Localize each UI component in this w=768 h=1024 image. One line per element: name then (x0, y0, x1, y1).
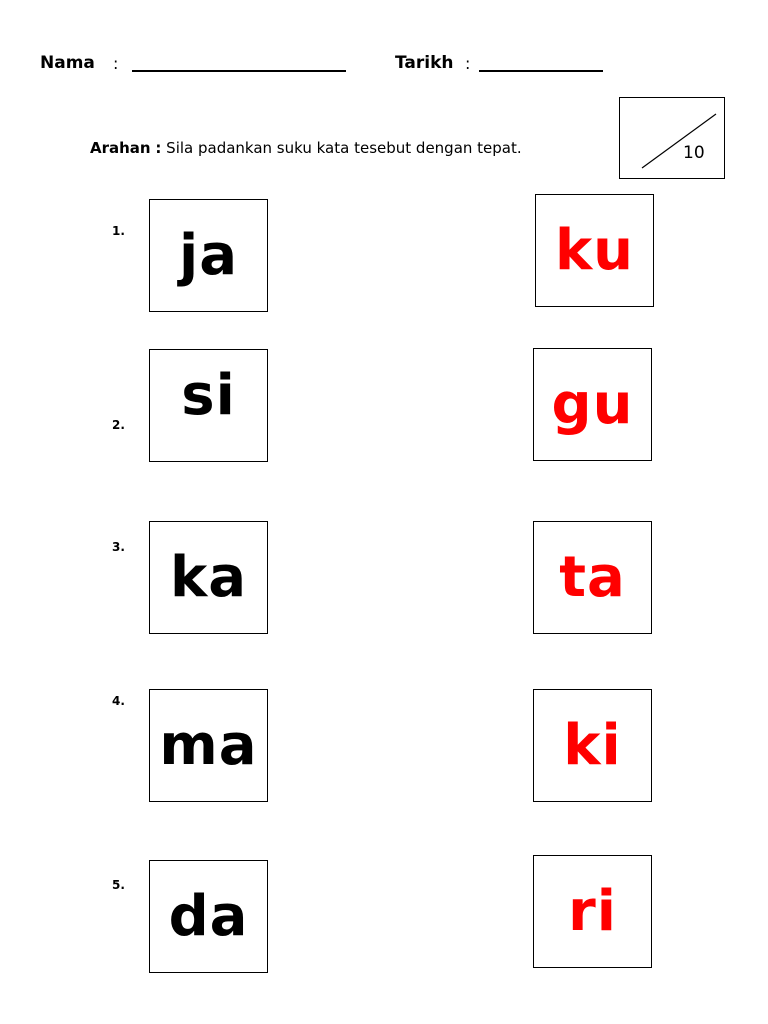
instruction-label: Arahan (90, 139, 151, 157)
score-total: 10 (683, 143, 705, 163)
right-syllable-card[interactable] (533, 521, 652, 634)
right-syllable: ki (563, 712, 622, 778)
right-syllable-card[interactable] (533, 855, 652, 968)
name-blank-line[interactable] (132, 70, 346, 72)
date-label: Tarikh (395, 53, 454, 73)
name-colon: : (113, 54, 119, 73)
right-syllable-card[interactable] (533, 348, 652, 461)
instruction-text: Sila padankan suku kata tesebut dengan tepat. (166, 139, 522, 157)
name-label: Nama (40, 53, 95, 73)
instruction-colon: : (155, 139, 162, 157)
score-box[interactable] (619, 97, 725, 179)
left-syllable: si (181, 362, 236, 428)
left-syllable: ja (179, 222, 238, 288)
left-syllable-card[interactable] (149, 860, 268, 973)
right-syllable: ku (554, 217, 635, 283)
left-syllable-card[interactable] (149, 349, 268, 462)
score-slash (620, 98, 726, 180)
instruction (90, 139, 522, 157)
date-colon: : (465, 54, 471, 73)
item-number: 5. (112, 878, 125, 892)
left-syllable-card[interactable] (149, 689, 268, 802)
right-syllable: ta (559, 544, 626, 610)
left-syllable: da (168, 883, 249, 949)
right-syllable: gu (551, 371, 634, 437)
left-syllable: ka (169, 544, 248, 610)
right-syllable: ri (568, 878, 617, 944)
left-syllable: ma (159, 712, 258, 778)
item-number: 4. (112, 694, 125, 708)
item-number: 1. (112, 224, 125, 238)
left-syllable-card[interactable] (149, 199, 268, 312)
right-syllable-card[interactable] (535, 194, 654, 307)
item-number: 2. (112, 418, 125, 432)
left-syllable-card[interactable] (149, 521, 268, 634)
date-blank-line[interactable] (479, 70, 603, 72)
right-syllable-card[interactable] (533, 689, 652, 802)
item-number: 3. (112, 540, 125, 554)
